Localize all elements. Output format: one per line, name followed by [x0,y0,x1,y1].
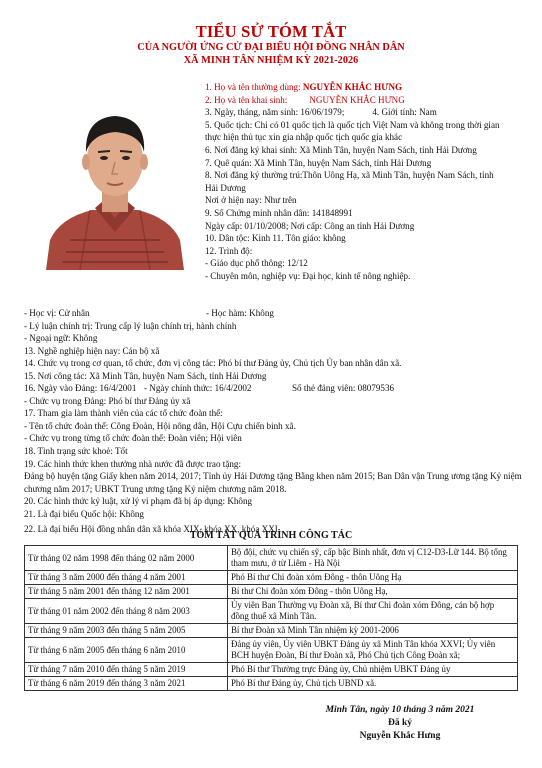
birth-registration-line: 6. Nơi đăng ký khai sinh: Xã Minh Tân, huyện Nam Sách, tỉnh Hải Dương [205,144,477,155]
work-description-cell: Phó Bí thư Chi đoàn xóm Đông - thôn Uông Hạ [228,571,518,585]
council-delegate-line: 22. Là đại biểu Hội đồng nhân dân xã khóa XIX, khóa XX, khóa XXI. [24,524,281,535]
candidate-portrait-photo [40,90,190,270]
signature-block [300,704,500,743]
residence-line: 8. Nơi đăng ký thường trú:Thôn Uông Hạ, xã Minh Tân, huyện Nam Sách, tỉnh Hải Dương [205,170,494,193]
party-position-line: - Chức vụ trong Đảng: Phó bí thư Đảng ủy xã [24,395,191,406]
current-address-line: Nơi ở hiện nay: Như trên [205,195,297,206]
signature-date: Minh Tân, ngày 10 tháng 3 năm 2021 [325,705,475,715]
work-history-body [25,546,518,691]
birth-name-value: NGUYỄN KHẮC HƯNG [309,94,405,105]
occupation-line: 13. Nghề nghiệp hiện nay: Cán bộ xã [24,345,160,356]
work-period-cell: Từ tháng 9 năm 2003 đến tháng 5 năm 2005 [25,624,228,638]
party-official-date: - Ngày chính thức: 16/4/2002 [144,383,252,394]
specialty-line: - Chuyên môn, nghiệp vụ: Đại học, kinh tế nông nghiệp. [205,270,411,281]
common-name-label: 1. Họ và tên thường dùng: [205,82,303,92]
general-education-line: - Giáo dục phổ thông: 12/12 [205,258,308,269]
nationality-line: 5. Quốc tịch: Chỉ có 01 quốc tịch là quốc tịch Việt Nam và không trong thời gian thực hiện thủ tục xin gia nhập quốc tịch quốc gia khác [205,119,500,143]
work-period-cell: Từ tháng 6 năm 2019 đến tháng 3 năm 2021 [25,677,228,691]
political-theory-line: - Lý luận chính trị: Trung cấp lý luận chính trị, hành chính [24,320,237,331]
work-description-cell: Bộ đội, chức vụ chiến sỹ, cấp bậc Binh nhất, đơn vị C12-D3-Lữ 144. Bộ tổng tham mưu, ở từ Liêm - Hà Nội [228,546,518,571]
id-number-line: 9. Số Chứng minh nhân dân: 141848991 [205,207,353,218]
foreign-language-line: - Ngoại ngữ: Không [24,333,98,344]
work-description-cell: Đảng ủy viên, Ủy viên UBKT Đảng ủy xã Minh Tân khóa XXVI; Ủy viên BCH huyện Đoàn, Bí thư Đoàn xã, Phó Chủ tịch Công Đoàn xã; [228,638,518,663]
national-assembly-line: 21. Là đại biểu Quốc hội: Không [24,508,144,519]
party-card-number: Số thẻ đảng viên: 08079536 [292,383,395,394]
degree-text: - Học vị: Cử nhân [24,308,90,318]
table-row [25,638,518,663]
table-row [25,546,518,571]
table-row [25,663,518,677]
party-join-date: 16. Ngày vào Đảng: 16/4/2001 [24,383,137,394]
organizations-names-line: - Tên tổ chức đoàn thể: Công Đoàn, Hội nông dân, Hội Cựu chiến binh xã. [24,420,296,431]
awards-text: Đảng bộ huyện tặng Giấy khen năm 2014, 2017; Tỉnh ủy Hải Dương tặng Bằng khen năm 2015; Ban Dân vận Trung ương tặng Kỷ niệm chương năm 2017; UBKT Trung ương tặng Kỷ niệm chương năm 2018. [24,471,522,494]
work-period-cell: Từ tháng 6 năm 2005 đến tháng 6 năm 2010 [25,638,228,663]
discipline-line: 20. Các hình thức kỷ luật, xử lý vi phạm đã bị áp dụng: Không [24,496,253,507]
document-subtitle-2: XÃ MINH TÂN NHIỆM KỲ 2021-2026 [183,55,359,66]
portrait-illustration [40,90,190,270]
work-description-cell: Ủy viên Ban Thường vụ Đoàn xã, Bí thư Chi đoàn xóm Đông, cán bộ hợp đồng thuế xã Minh Tân. [228,599,518,624]
organizations-roles-line: - Chức vụ trong từng tổ chức đoàn thể: Đoàn viên; Hội viên [24,433,242,444]
degree-line [24,307,524,320]
table-row [25,624,518,638]
table-row [25,571,518,585]
education-heading: 12. Trình độ: [205,245,253,256]
ethnicity-religion-line: 10. Dân tộc: Kinh 11. Tôn giáo: không [205,233,346,244]
document-subtitle-1: CỦA NGƯỜI ỨNG CỬ ĐẠI BIỂU HỘI ĐỒNG NHÂN DÂN [137,42,405,53]
organizations-heading: 17. Tham gia làm thành viên của các tổ chức đoàn thể: [24,408,223,419]
work-period-cell: Từ tháng 7 năm 2010 đến tháng 5 năm 2019 [25,663,228,677]
signature-name: Nguyễn Khắc Hưng [359,731,441,741]
work-period-cell: Từ tháng 3 năm 2000 đến tháng 4 năm 2001 [25,571,228,585]
academic-rank-text: - Học hàm: Không [206,308,274,318]
table-row [25,677,518,691]
work-history-table [24,545,518,691]
table-row [25,585,518,599]
birthdate-text: 3. Ngày, tháng, năm sinh: 16/06/1979; [205,107,345,118]
work-period-cell: Từ tháng 02 năm 1998 đến tháng 02 năm 2000 [25,546,228,571]
hometown-line: 7. Quê quán: Xã Minh Tân, huyện Nam Sách, tỉnh Hải Dương [205,157,432,168]
work-description-cell: Phó Bí thư Đảng ủy, Chủ tịch UBND xã. [228,677,518,691]
health-line: 18. Tình trạng sức khoẻ: Tốt [24,446,128,457]
birth-name-label: 2. Họ và tên khai sinh: [205,94,288,105]
work-history-heading: TÓM TẮT QUÁ TRÌNH CÔNG TÁC [189,530,353,541]
gender-text: 4. Giới tính: Nam [372,107,437,118]
position-line: 14. Chức vụ trong cơ quan, tổ chức, đơn vị công tác: Phó bí thư Đảng ủy, Chủ tịch Ủy ban nhân dân xã. [24,358,402,369]
signature-signed: Đã ký [387,718,413,728]
common-name-line [205,81,505,94]
awards-heading: 19. Các hình thức khen thưởng nhà nước đã được trao tặng: [24,458,241,469]
work-description-cell: Bí thư Đoàn xã Minh Tân nhiệm kỳ 2001-2006 [228,624,518,638]
common-name-value: NGUYỄN KHẮC HƯNG [302,82,403,92]
work-period-cell: Từ tháng 01 năm 2002 đến tháng 8 năm 2003 [25,599,228,624]
table-row [25,599,518,624]
party-admission-line [24,382,524,395]
document-title: TIỂU SỬ TÓM TẮT [195,22,347,41]
birthdate-gender-line [205,106,505,119]
work-description-cell: Phó Bí thư Thường trực Đảng ủy, Chủ nhiệm UBKT Đảng ủy [228,663,518,677]
workplace-line: 15. Nơi công tác: Xã Minh Tân, huyện Nam Sách, tỉnh Hải Dương [24,370,267,381]
personal-info-block [205,81,505,283]
birth-name-line [205,94,505,107]
id-issue-line: Ngày cấp: 01/10/2008; Nơi cấp: Công an tỉnh Hải Dương [205,220,415,231]
career-details-block [24,307,524,536]
work-description-cell: Bí thư Chi đoàn xóm Đông - thôn Uông Hạ, [228,585,518,599]
work-period-cell: Từ tháng 5 năm 2001 đến tháng 12 năm 2001 [25,585,228,599]
